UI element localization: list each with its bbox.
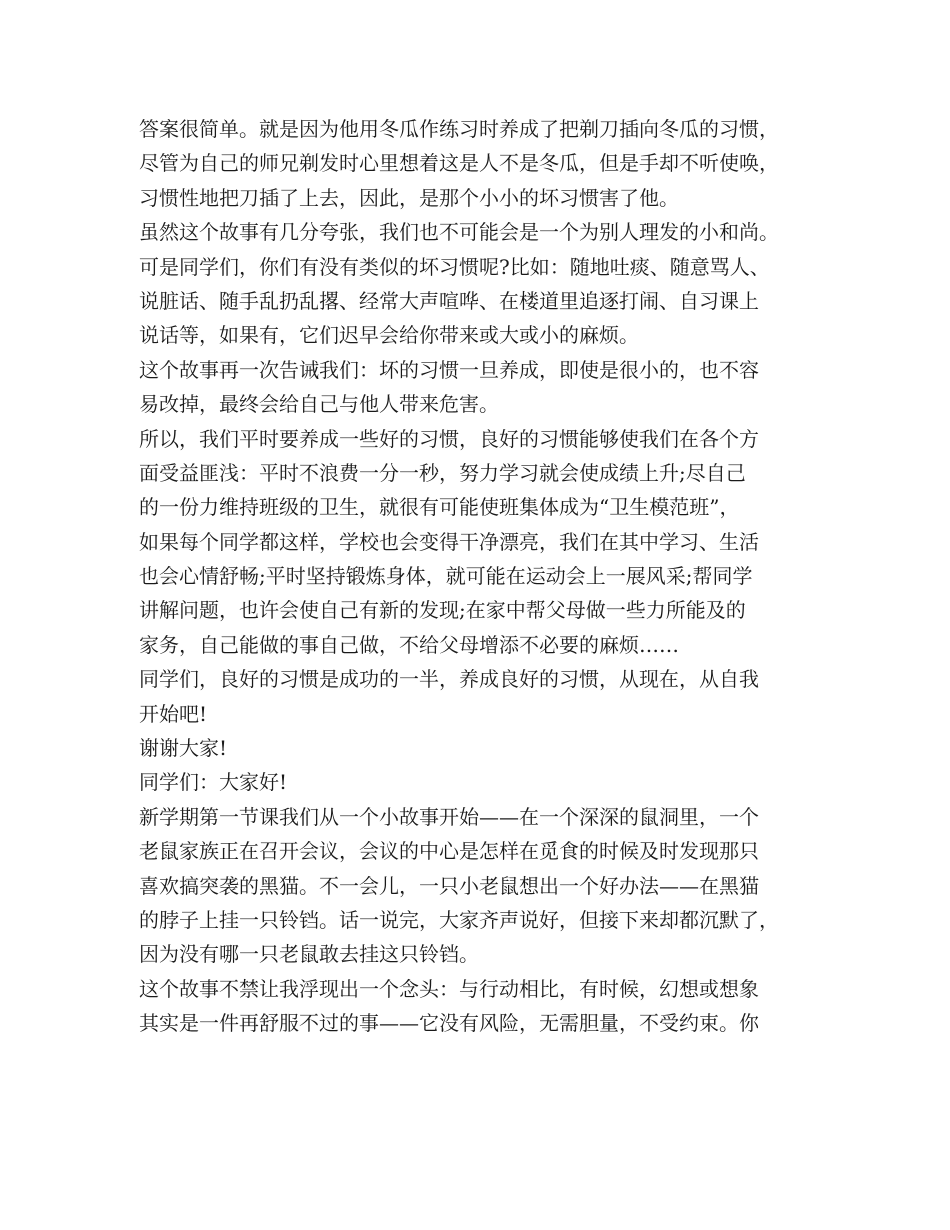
document-body bbox=[139, 112, 829, 1041]
text-line: 的一份力维持班级的卫生，就很有可能使班集体成为“卫生模范班”， bbox=[139, 495, 740, 520]
text-line: 可是同学们，你们有没有类似的坏习惯呢?比如：随地吐痰、随意骂人、 bbox=[139, 254, 770, 279]
text-line: 习惯性地把刀插了上去，因此，是那个小小的坏习惯害了他。 bbox=[139, 185, 679, 210]
text-line: 易改掉，最终会给自己与他人带来危害。 bbox=[139, 392, 499, 417]
text-line: 这个故事再一次告诫我们：坏的习惯一旦养成，即使是很小的，也不容 bbox=[139, 357, 759, 382]
text-line: 尽管为自己的师兄剃发时心里想着这是人不是冬瓜，但是手却不听使唤， bbox=[139, 151, 779, 176]
text-line: 如果每个同学都这样，学校也会变得干净漂亮，我们在其中学习、生活 bbox=[139, 529, 759, 554]
text-line: 这个故事不禁让我浮现出一个念头：与行动相比，有时候，幻想或想象 bbox=[139, 976, 759, 1001]
text-line: 开始吧! bbox=[139, 701, 208, 726]
text-line: 说话等，如果有，它们迟早会给你带来或大或小的麻烦。 bbox=[139, 323, 639, 348]
text-line: 同学们：大家好! bbox=[139, 770, 288, 795]
text-line: 答案很简单。就是因为他用冬瓜作练习时养成了把剃刀插向冬瓜的习惯， bbox=[139, 117, 779, 141]
text-line: 说脏话、随手乱扔乱撂、经常大声喧哗、在楼道里追逐打闹、自习课上 bbox=[139, 288, 759, 313]
text-line: 喜欢搞突袭的黑猫。不一会儿，一只小老鼠想出一个好办法——在黑猫 bbox=[139, 873, 759, 898]
text-line: 新学期第一节课我们从一个小故事开始——在一个深深的鼠洞里，一个 bbox=[139, 804, 759, 829]
text-line: 的脖子上挂一只铃铛。话一说完，大家齐声说好，但接下来却都沉默了， bbox=[139, 907, 779, 932]
text-line: 家务，自己能做的事自己做，不给父母增添不必要的麻烦…… bbox=[139, 632, 679, 657]
text-line: 讲解问题，也许会使自己有新的发现;在家中帮父母做一些力所能及的 bbox=[139, 598, 746, 623]
text-line: 老鼠家族正在召开会议，会议的中心是怎样在觅食的时候及时发现那只 bbox=[139, 839, 759, 864]
text-line: 其实是一件再舒服不过的事——它没有风险，无需胆量，不受约束。你 bbox=[139, 1011, 759, 1036]
text-line: 也会心情舒畅;平时坚持锻炼身体，就可能在运动会上一展风采;帮同学 bbox=[139, 564, 753, 589]
text-line: 所以，我们平时要养成一些好的习惯，良好的习惯能够使我们在各个方 bbox=[139, 426, 759, 451]
text-line: 面受益匪浅：平时不浪费一分一秒，努力学习就会使成绩上升;尽自己 bbox=[139, 460, 746, 485]
text-line: 虽然这个故事有几分夸张，我们也不可能会是一个为别人理发的小和尚。 bbox=[139, 220, 779, 245]
text-line: 同学们，良好的习惯是成功的一半，养成良好的习惯，从现在，从自我 bbox=[139, 667, 759, 692]
text-line: 谢谢大家! bbox=[139, 736, 228, 761]
text-line: 因为没有哪一只老鼠敢去挂这只铃铛。 bbox=[139, 942, 479, 967]
